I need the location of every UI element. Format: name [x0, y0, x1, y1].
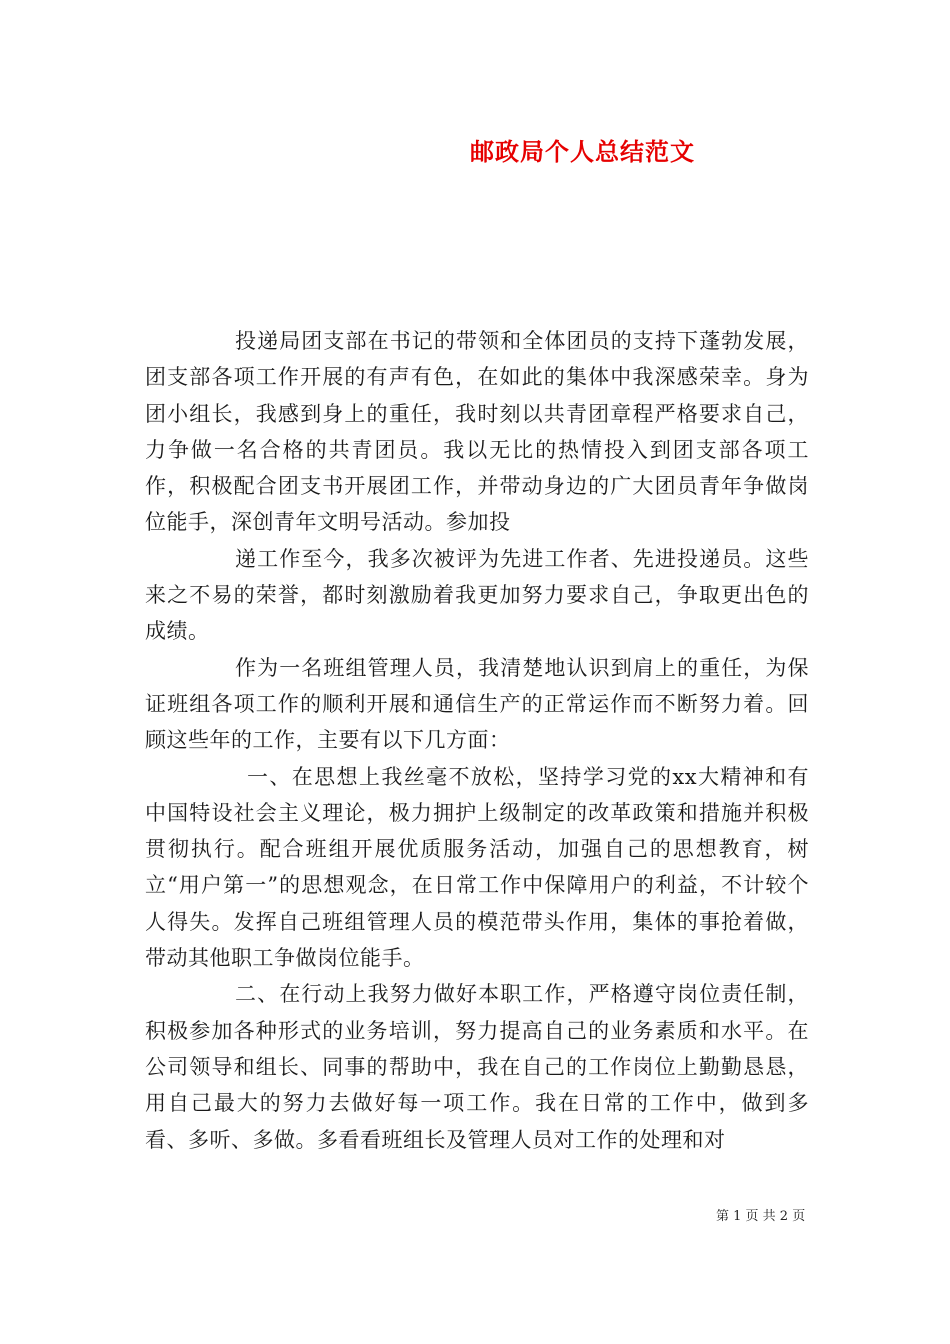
document-title: 邮政局个人总结范文: [470, 137, 695, 166]
paragraph-role: 作为一名班组管理人员，我清楚地认识到肩上的重任，为保证班组各项工作的顺利开展和通信生产的正常运作而不断努力着。回顾这些年的工作，主要有以下几方面：: [145, 655, 809, 753]
paragraph-intro: 投递局团支部在书记的带领和全体团员的支持下蓬勃发展，团支部各项工作开展的有声有色，在如此的集体中我深感荣幸。身为团小组长，我感到身上的重任，我时刻以共青团章程严格要求自己，力争做一名合格的共青团员。我以无比的热情投入到团支部各项工作，积极配合团支书开展团工作，并带动身边的广大团员青年争做岗位能手，深创青年文明号活动。参加投: [145, 329, 809, 535]
document-body: [145, 323, 809, 1158]
paragraph-honors: 递工作至今，我多次被评为先进工作者、先进投递员。这些来之不易的荣誉，都时刻激励着我更加努力要求自己，争取更出色的成绩。: [145, 546, 809, 644]
paragraph-point-one: 一、在思想上我丝毫不放松，坚持学习党的xx大精神和有中国特设社会主义理论，极力拥护上级制定的改革政策和措施并积极贯彻执行。配合班组开展优质服务活动，加强自己的思想教育，树立“用户第一”的思想观念，在日常工作中保障用户的利益，不计较个人得失。发挥自己班组管理人员的模范带头作用，集体的事抢着做，带动其他职工争做岗位能手。: [145, 764, 809, 971]
paragraph-point-two: 二、在行动上我努力做好本职工作，严格遵守岗位责任制，积极参加各种形式的业务培训，努力提高自己的业务素质和水平。在公司领导和组长、同事的帮助中，我在自己的工作岗位上勤勤恳恳，用自己最大的努力去做好每一项工作。我在日常的工作中，做到多看、多听、多做。多看看班组长及管理人员对工作的处理和对: [145, 982, 809, 1152]
page-number-footer: 第 1 页 共 2 页: [716, 1209, 806, 1224]
